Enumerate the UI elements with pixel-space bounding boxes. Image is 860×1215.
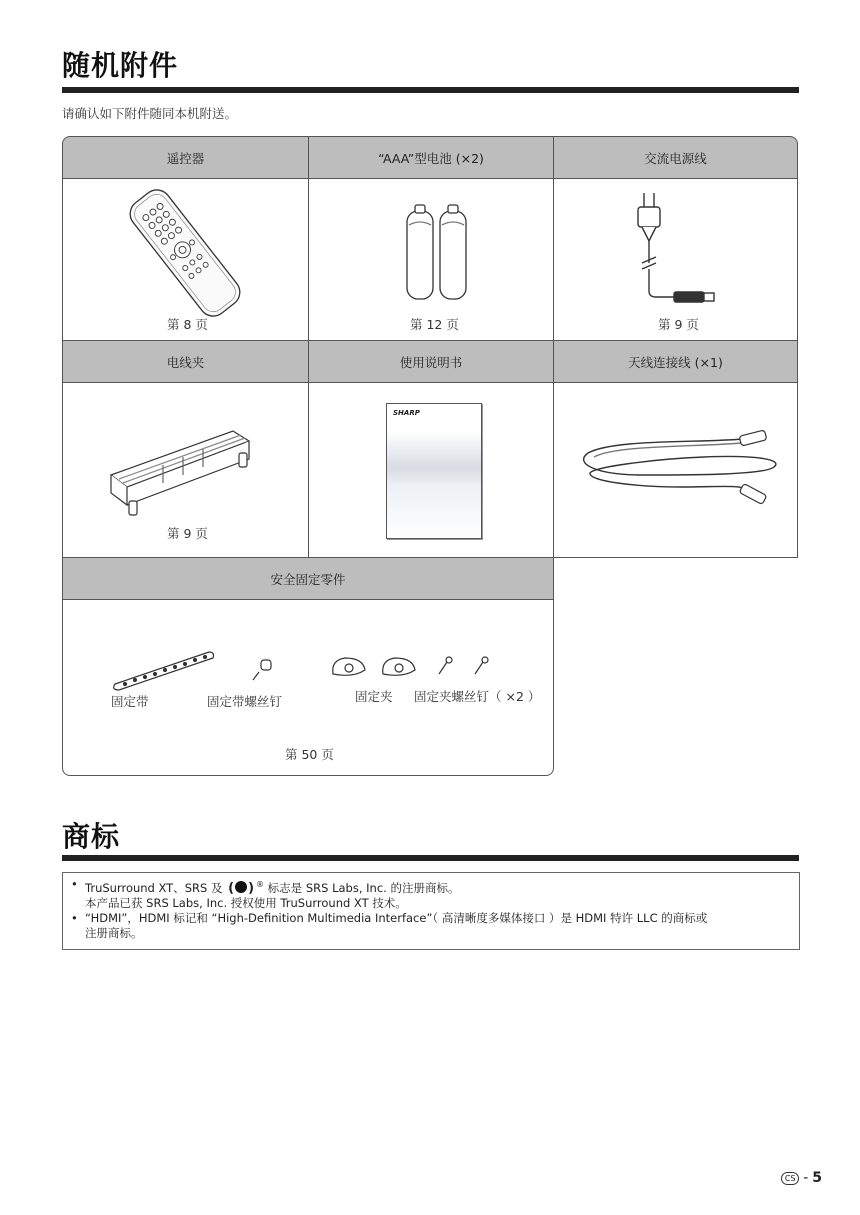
trademark-item-continued: 注册商标。 — [85, 926, 143, 940]
page-ref-remote: 第 8 页 — [167, 317, 208, 332]
caption-clip-screws: 固定夹螺丝钉（ ×2 ） — [414, 689, 541, 704]
page-number: 5 — [812, 1170, 822, 1186]
trademarks-box — [62, 872, 800, 950]
header-manual: 使用说明书 — [308, 340, 554, 383]
cell-power-cord — [553, 178, 798, 341]
trademark-text: TruSurround XT、SRS 及 — [85, 881, 227, 895]
page-ref-safety-parts: 第 50 页 — [285, 747, 334, 762]
srs-logo — [228, 881, 254, 896]
page-ref-power-cord: 第 9 页 — [658, 317, 699, 332]
srs-logo-left: ( — [228, 881, 235, 896]
page-title: 随机附件 — [62, 49, 179, 82]
caption-strap-screw: 固定带螺丝钉 — [207, 694, 283, 709]
cell-remote — [62, 178, 309, 341]
caption-fixing-clip: 固定夹 — [355, 689, 393, 704]
manual-brand-logo: SHARP — [393, 409, 420, 417]
language-badge: CS — [781, 1172, 799, 1185]
header-antenna-cable: 天线连接线 (×1) — [553, 340, 798, 383]
cell-manual — [308, 382, 554, 558]
caption-fixing-strap: 固定带 — [111, 694, 149, 709]
cell-antenna-cable — [553, 382, 798, 558]
manual-booklet-icon — [386, 403, 482, 539]
header-batteries: “AAA”型电池 (×2) — [308, 136, 554, 179]
trademarks-rule — [62, 855, 799, 861]
title-rule — [62, 87, 799, 93]
page-ref-batteries: 第 12 页 — [410, 317, 459, 332]
header-cable-clamp: 电线夹 — [62, 340, 309, 383]
cell-batteries — [308, 178, 554, 341]
trademark-item-continued: 本产品已获 SRS Labs, Inc. 授权使用 TruSurround XT 技术。 — [85, 896, 407, 910]
header-power-cord: 交流电源线 — [553, 136, 798, 179]
registered-mark: ® — [256, 880, 265, 889]
trademark-text: 标志是 SRS Labs, Inc. 的注册商标。 — [264, 881, 460, 895]
trademarks-title: 商标 — [62, 820, 121, 853]
page-folio — [781, 1170, 822, 1186]
srs-dot-icon — [235, 881, 247, 893]
power-cord-icon — [554, 179, 799, 319]
trademark-item: • “HDMI”，HDMI 标记和 “High-Definition Multimedia Interface”（ 高清晰度多媒体接口 ）是 HDMI 特许 LLC 的商标或 — [71, 911, 791, 926]
page-ref-cable-clamp: 第 9 页 — [167, 526, 208, 541]
header-safety-parts: 安全固定零件 — [62, 557, 554, 600]
folio-separator: - — [803, 1170, 809, 1186]
trademark-item — [71, 877, 791, 896]
battery-icon — [309, 179, 555, 319]
intro-text: 请确认如下附件随同本机附送。 — [62, 106, 238, 121]
cable-clamp-icon — [63, 383, 310, 533]
srs-logo-right: ) — [248, 881, 255, 896]
header-remote: 遥控器 — [62, 136, 309, 179]
antenna-cable-icon — [554, 383, 799, 559]
cell-cable-clamp — [62, 382, 309, 558]
cell-safety-parts — [62, 599, 554, 776]
remote-control-icon — [63, 179, 310, 319]
safety-parts-icon — [63, 614, 555, 694]
